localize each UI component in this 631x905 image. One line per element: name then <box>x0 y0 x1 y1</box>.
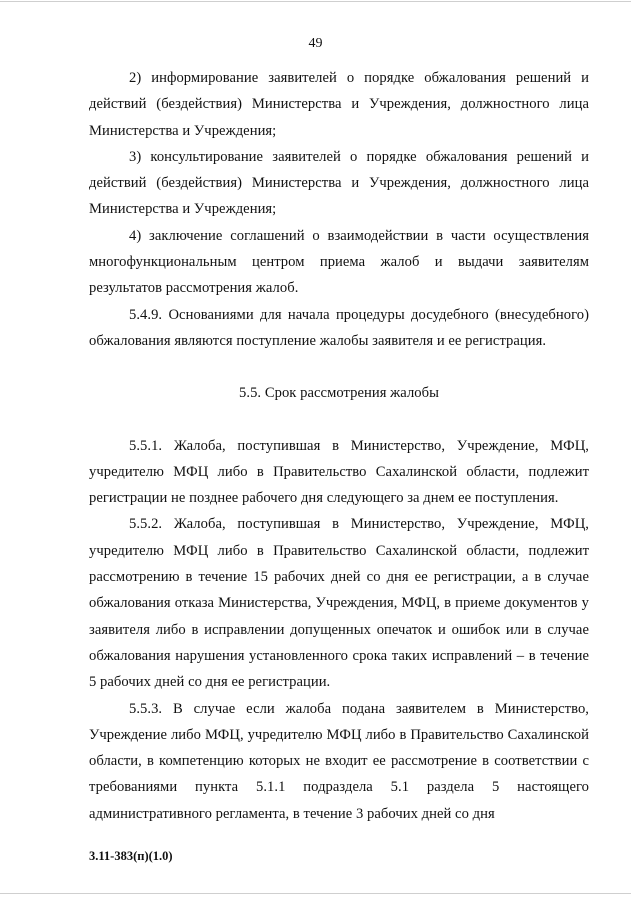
paragraph-5-5-2: 5.5.2. Жалоба, поступившая в Министерство, Учреждение, МФЦ, учредителю МФЦ либо в Правительство Сахалинской области, подлежит рассмотрению в течение 15 рабочих дней со дня ее регистрации, а в случае обжалования отказа Министерства, Учреждения, МФЦ, в приеме документов у заявителя либо в исправлении допущенных опечаток и ошибок или в случае обжалования нарушения установленного срока таких исправлений – в течение 5 рабочих дней со дня ее регистрации. <box>89 516 589 691</box>
document-code: 3.11-383(п)(1.0) <box>89 849 173 863</box>
paragraph-5-5-1: 5.5.1. Жалоба, поступившая в Министерство, Учреждение, МФЦ, учредителю МФЦ либо в Правительство Сахалинской области, подлежит регистрации не позднее рабочего дня следующего за днем ее поступления. <box>89 437 589 507</box>
paragraph-item-4: 4) заключение соглашений о взаимодействии в части осуществления многофункциональным центром приема жалоб и выдачи заявителям результатов рассмотрения жалоб. <box>89 227 589 297</box>
paragraph-item-2: 2) информирование заявителей о порядке обжалования решений и действий (бездействия) Министерства и Учреждения, должностного лица Министерства и Учреждения; <box>89 70 589 139</box>
paragraph-5-5-3: 5.5.3. В случае если жалоба подана заявителем в Министерство, Учреждение либо МФЦ, учредителю МФЦ либо в Правительство Сахалинской области, в компетенцию которых не входит ее рассмотрение в соответствии с требованиями пункта 5.1.1 подраздела 5.1 раздела 5 настоящего административного регламента, в течение 3 рабочих дней со дня <box>89 700 589 822</box>
document-body <box>89 65 589 827</box>
scan-edge-top <box>0 1 631 2</box>
section-heading-5-5: 5.5. Срок рассмотрения жалобы <box>239 385 439 402</box>
paragraph-item-3: 3) консультирование заявителей о порядке обжалования решений и действий (бездействия) Министерства и Учреждения, должностного лица Министерства и Учреждения; <box>89 148 589 218</box>
page-number: 49 <box>308 36 323 51</box>
paragraph-5-4-9: 5.4.9. Основаниями для начала процедуры досудебного (внесудебного) обжалования являются поступление жалобы заявителя и ее регистрация. <box>89 306 589 349</box>
scan-edge-bottom <box>0 893 631 894</box>
